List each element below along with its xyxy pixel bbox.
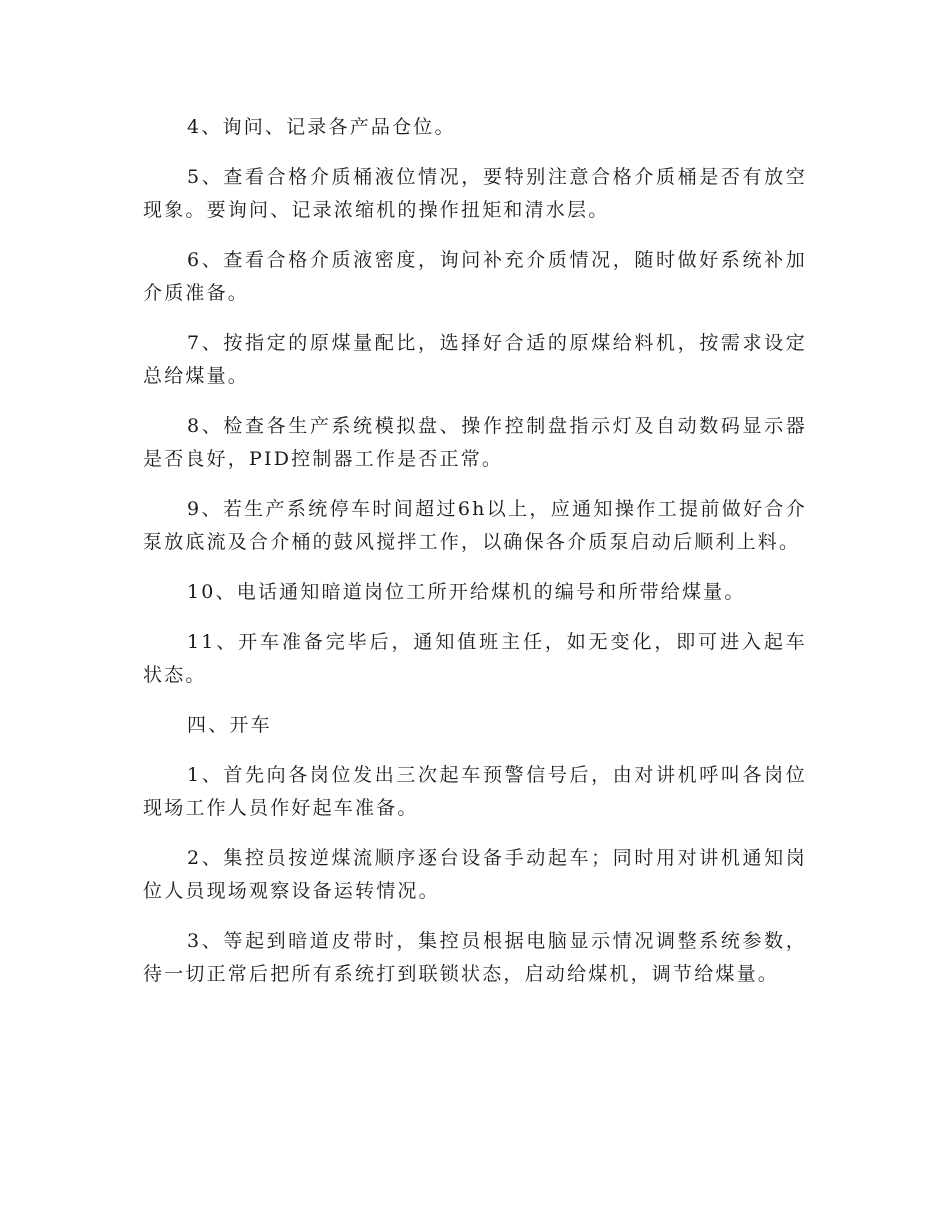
section-heading: 四、开车 — [187, 714, 272, 736]
paragraph-item-11: 11、开车准备完毕后，通知值班主任，如无变化，即可进入起车状态。 — [143, 631, 807, 686]
paragraph-item-8: 8、检查各生产系统模拟盘、操作控制盘指示灯及自动数码显示器是否良好，PID控制器工作是否正常。 — [143, 415, 807, 470]
document-body — [143, 111, 807, 1008]
paragraph-item-10: 10、电话通知暗道岗位工所开给煤机的编号和所带给煤量。 — [187, 581, 746, 603]
paragraph-item-6: 6、查看合格介质液密度，询问补充介质情况，随时做好系统补加介质准备。 — [143, 249, 807, 304]
paragraph-item-4: 4、询问、记录各产品仓位。 — [187, 116, 456, 138]
paragraph-step-3: 3、等起到暗道皮带时，集控员根据电脑显示情况调整系统参数，待一切正常后把所有系统打到联锁状态，启动给煤机，调节给煤量。 — [143, 930, 807, 985]
paragraph-item-9: 9、若生产系统停车时间超过6h以上，应通知操作工提前做好合介泵放底流及合介桶的鼓风搅拌工作，以确保各介质泵启动后顺利上料。 — [143, 498, 807, 553]
paragraph-step-2: 2、集控员按逆煤流顺序逐台设备手动起车；同时用对讲机通知岗位人员现场观察设备运转情况。 — [143, 847, 807, 902]
paragraph-item-7: 7、按指定的原煤量配比，选择好合适的原煤给料机，按需求设定总给煤量。 — [143, 332, 807, 387]
paragraph-step-1: 1、首先向各岗位发出三次起车预警信号后，由对讲机呼叫各岗位现场工作人员作好起车准备。 — [143, 764, 807, 819]
paragraph-item-5: 5、查看合格介质桶液位情况，要特别注意合格介质桶是否有放空现象。要询问、记录浓缩机的操作扭矩和清水层。 — [143, 166, 807, 221]
